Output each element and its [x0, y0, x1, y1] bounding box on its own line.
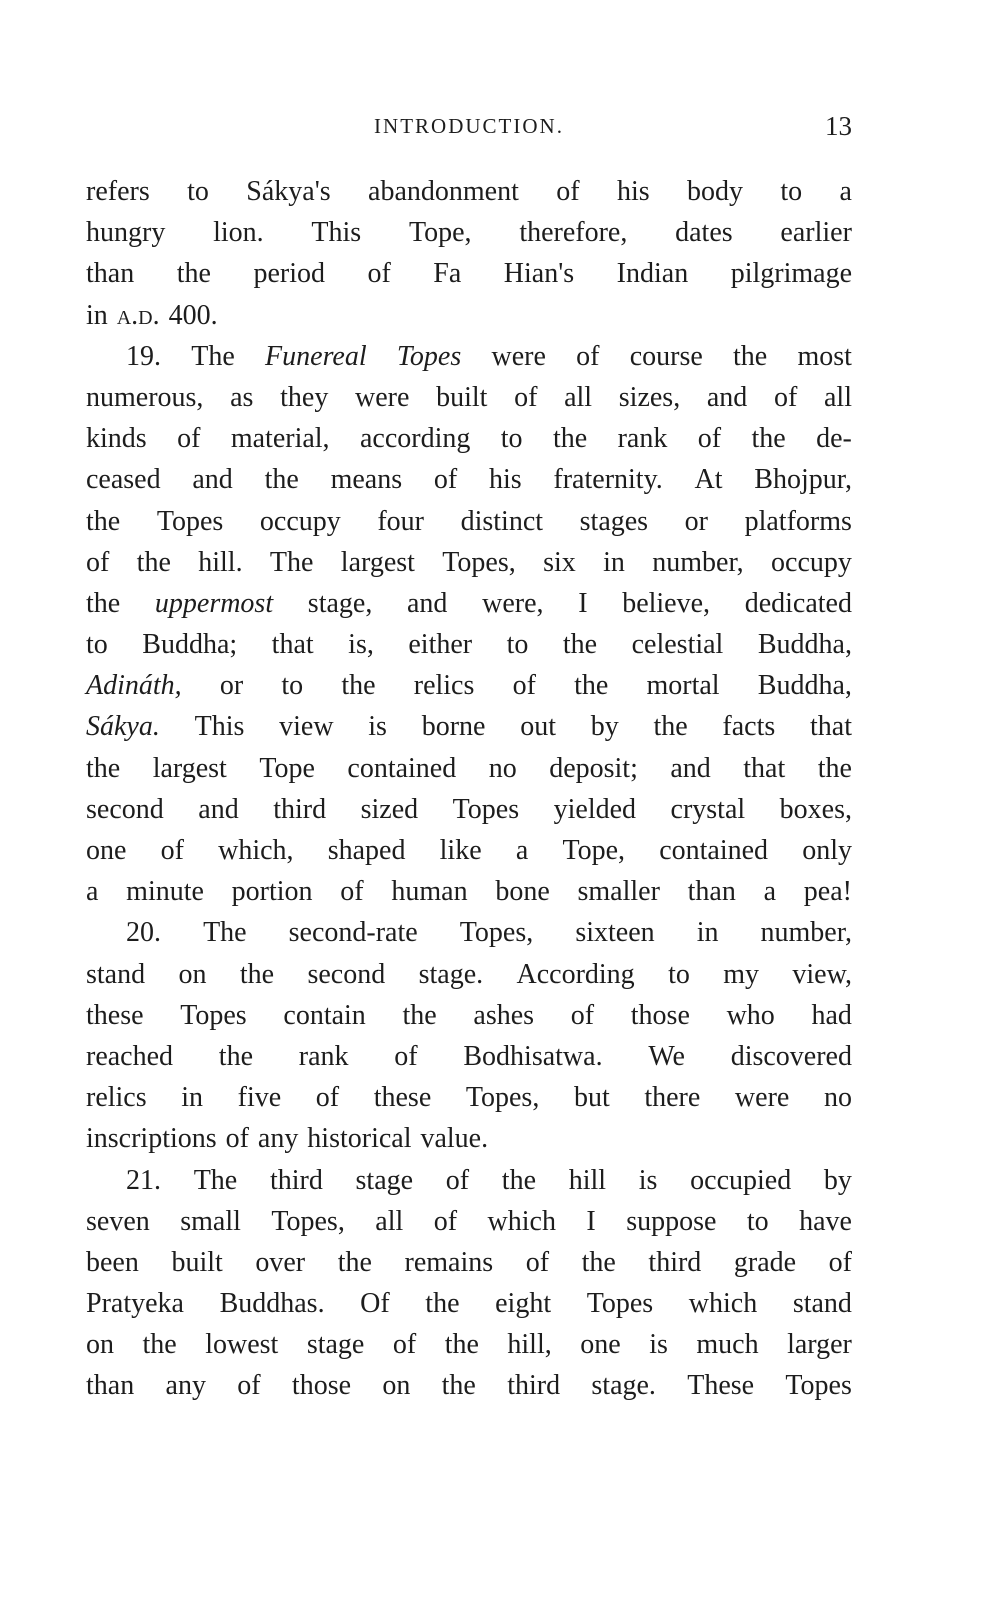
- running-head: [86, 108, 852, 144]
- word: my: [723, 958, 759, 990]
- word: the: [574, 670, 609, 702]
- word: had: [811, 999, 852, 1031]
- word: means: [330, 464, 403, 496]
- word: of: [433, 1205, 458, 1237]
- word: of: [433, 464, 458, 496]
- word: a: [839, 176, 852, 207]
- text-line: [86, 1201, 852, 1242]
- word: hill,: [507, 1329, 552, 1361]
- word: Buddha;: [142, 629, 238, 661]
- word: the: [176, 258, 211, 290]
- word: hill.: [198, 546, 243, 578]
- word: borne: [421, 711, 486, 743]
- word: These: [687, 1370, 755, 1402]
- word: This: [311, 217, 362, 249]
- text-line: [86, 1118, 852, 1159]
- word: been: [86, 1246, 139, 1278]
- text-line: [86, 871, 852, 912]
- word: material,: [230, 423, 330, 455]
- word: his: [616, 176, 650, 207]
- word: stand: [792, 1288, 852, 1320]
- word: which: [688, 1288, 758, 1320]
- word: of: [160, 835, 184, 866]
- word: no: [823, 1082, 852, 1114]
- word: inscriptions: [86, 1123, 217, 1155]
- word: were: [355, 381, 410, 413]
- word: six: [543, 546, 576, 578]
- word: of: [86, 546, 110, 578]
- word: Funereal: [265, 340, 367, 372]
- text-line: [86, 1324, 852, 1365]
- word: numerous,: [86, 381, 204, 413]
- word: value.: [420, 1123, 489, 1155]
- word: 400.: [168, 299, 218, 331]
- word: human: [391, 876, 468, 908]
- word: the: [264, 464, 299, 496]
- word: than: [86, 1370, 135, 1402]
- word: sized: [360, 793, 419, 825]
- word: the: [136, 546, 171, 578]
- word: Tope,: [562, 835, 626, 866]
- word: and: [198, 793, 239, 825]
- word: smaller: [577, 876, 660, 908]
- word: is: [638, 1164, 658, 1196]
- word: third: [648, 1246, 702, 1278]
- word: built: [436, 381, 488, 413]
- word: who: [726, 999, 775, 1031]
- word: the: [733, 340, 768, 372]
- word: the: [239, 958, 275, 990]
- word: a.d.: [116, 299, 160, 331]
- word: portion: [231, 876, 313, 908]
- word: pilgrimage: [730, 258, 852, 290]
- word: Topes: [180, 999, 247, 1031]
- word: the: [751, 423, 786, 455]
- word: We: [648, 1040, 685, 1072]
- word: of: [576, 340, 600, 372]
- word: Bodhisatwa.: [463, 1040, 603, 1072]
- word: the: [142, 1329, 177, 1361]
- word: of: [828, 1246, 852, 1278]
- word: the: [817, 752, 852, 784]
- word: to: [187, 176, 209, 207]
- word: The: [191, 340, 235, 372]
- word: to: [86, 629, 108, 661]
- word: one: [86, 835, 127, 866]
- word: is: [368, 711, 387, 743]
- word: like: [439, 835, 482, 866]
- word: to: [281, 670, 304, 702]
- word: the: [86, 505, 121, 537]
- text-line: [86, 830, 852, 871]
- word: of: [394, 1040, 418, 1072]
- word: Topes: [452, 793, 520, 825]
- text-line: [86, 706, 852, 747]
- word: have: [799, 1205, 852, 1237]
- word: Topes,: [271, 1205, 345, 1237]
- word: the: [218, 1040, 254, 1072]
- word: rank: [617, 423, 668, 455]
- word: I: [586, 1205, 596, 1237]
- word: the: [425, 1288, 460, 1320]
- word: there: [644, 1082, 701, 1114]
- word: in: [181, 1082, 204, 1114]
- word: dates: [675, 217, 733, 249]
- word: therefore,: [519, 217, 628, 249]
- text-line: [86, 171, 852, 212]
- word: second-rate: [288, 917, 418, 949]
- word: Topes,: [465, 1082, 540, 1114]
- word: deposit;: [549, 752, 638, 784]
- word: Pratyeka: [86, 1288, 184, 1320]
- word: reached: [86, 1040, 174, 1072]
- word: all: [375, 1205, 404, 1237]
- word: lion.: [213, 217, 264, 249]
- word: and: [407, 587, 448, 619]
- word: as: [230, 381, 254, 413]
- word: number,: [652, 546, 744, 578]
- word: believe,: [622, 587, 711, 619]
- word: of: [177, 423, 201, 455]
- word: Fa: [433, 258, 462, 290]
- word: sizes,: [618, 381, 681, 413]
- text-line: [86, 253, 852, 294]
- word: by: [823, 1164, 852, 1196]
- word: out: [520, 711, 556, 743]
- text-line: [86, 459, 852, 500]
- word: lowest: [205, 1329, 279, 1361]
- word: the: [653, 711, 688, 743]
- word: and: [706, 381, 748, 413]
- word: distinct: [460, 505, 544, 537]
- word: than: [687, 876, 736, 908]
- word: number,: [760, 917, 852, 949]
- word: or: [219, 670, 244, 702]
- word: seven: [86, 1205, 150, 1237]
- word: 21.: [126, 1164, 161, 1196]
- word: on: [382, 1370, 411, 1402]
- word: remains: [404, 1246, 494, 1278]
- word: to: [746, 1205, 769, 1237]
- word: built: [171, 1246, 223, 1278]
- word: of: [367, 258, 391, 290]
- word: one: [580, 1329, 621, 1361]
- word: of: [556, 176, 580, 207]
- body-text: [86, 171, 852, 1407]
- word: relics: [413, 670, 475, 702]
- word: Buddha,: [757, 629, 852, 661]
- word: these: [86, 999, 144, 1031]
- word: were: [734, 1082, 790, 1114]
- word: third: [273, 793, 327, 825]
- word: a: [515, 835, 529, 866]
- word: all: [823, 381, 852, 413]
- word: eight: [495, 1288, 552, 1320]
- text-line: [86, 418, 852, 459]
- word: Topes: [156, 505, 224, 537]
- word: abandonment: [368, 176, 519, 207]
- word: which: [487, 1205, 556, 1237]
- word: no: [488, 752, 517, 784]
- text-line: [86, 748, 852, 789]
- text-line: [86, 995, 852, 1036]
- word: either: [408, 629, 473, 661]
- word: largest: [152, 752, 227, 784]
- word: bone: [495, 876, 550, 908]
- word: occupied: [690, 1164, 792, 1196]
- word: second: [307, 958, 386, 990]
- word: Bhojpur,: [754, 464, 852, 496]
- word: those: [630, 999, 690, 1031]
- word: the: [581, 1246, 616, 1278]
- word: hungry: [86, 217, 166, 249]
- word: ceased: [86, 464, 161, 496]
- word: pea!: [803, 876, 852, 908]
- word: Indian: [616, 258, 689, 290]
- word: a: [763, 876, 777, 908]
- word: but: [573, 1082, 610, 1114]
- word: contained: [659, 835, 769, 866]
- word: stages: [579, 505, 649, 537]
- word: occupy: [771, 546, 852, 578]
- word: to: [500, 423, 523, 455]
- word: a: [86, 876, 99, 908]
- word: view,: [792, 958, 852, 990]
- word: or: [684, 505, 708, 537]
- word: that: [271, 629, 314, 661]
- word: The: [203, 917, 247, 949]
- word: any: [165, 1370, 206, 1402]
- word: over: [255, 1246, 306, 1278]
- word: and: [192, 464, 233, 496]
- text-line: [86, 542, 852, 583]
- word: to: [780, 176, 803, 207]
- word: stand: [86, 958, 146, 990]
- text-line: [86, 295, 852, 336]
- text-line: [86, 1242, 852, 1283]
- word: Topes,: [459, 917, 534, 949]
- word: Adináth,: [86, 670, 182, 702]
- word: on: [86, 1329, 114, 1361]
- word: stage.: [591, 1370, 656, 1402]
- word: Topes: [586, 1288, 654, 1320]
- word: course: [629, 340, 703, 372]
- word: all: [564, 381, 593, 413]
- word: hill: [568, 1164, 607, 1196]
- word: platforms: [744, 505, 852, 537]
- word: much: [696, 1329, 759, 1361]
- word: to: [668, 958, 690, 990]
- word: four: [377, 505, 424, 537]
- word: Sákya's: [246, 176, 331, 207]
- word: the: [562, 629, 598, 661]
- word: sixteen: [575, 917, 655, 949]
- word: larger: [787, 1329, 852, 1361]
- word: that: [743, 752, 786, 784]
- word: Topes: [396, 340, 462, 372]
- word: ashes: [473, 999, 535, 1031]
- text-line: [86, 624, 852, 665]
- word: five: [237, 1082, 282, 1114]
- word: period: [253, 258, 325, 290]
- word: 19.: [126, 340, 161, 372]
- page-number: 13: [825, 111, 852, 141]
- word: stage,: [307, 587, 373, 619]
- word: kinds: [86, 423, 147, 455]
- word: is,: [348, 629, 374, 661]
- text-line: [86, 1160, 852, 1201]
- text-line: [86, 1283, 852, 1324]
- word: stage.: [418, 958, 484, 990]
- word: were,: [482, 587, 544, 619]
- word: most: [797, 340, 852, 372]
- word: by: [590, 711, 619, 743]
- word: At: [694, 464, 723, 496]
- word: of: [773, 381, 798, 413]
- word: facts: [722, 711, 776, 743]
- running-head-title: INTRODUCTION.: [374, 114, 564, 138]
- word: is: [649, 1329, 668, 1361]
- word: de-: [816, 423, 852, 455]
- word: of: [237, 1370, 261, 1402]
- word: Tope: [259, 752, 315, 784]
- word: of: [392, 1329, 417, 1361]
- word: boxes,: [779, 793, 852, 825]
- word: Tope,: [408, 217, 472, 249]
- word: second: [86, 793, 164, 825]
- word: body: [687, 176, 743, 207]
- word: the: [341, 670, 376, 702]
- word: the: [552, 423, 588, 455]
- word: third: [269, 1164, 323, 1196]
- word: yielded: [553, 793, 637, 825]
- word: contain: [283, 999, 366, 1031]
- word: the: [441, 1370, 476, 1402]
- text-line: [86, 501, 852, 542]
- word: and: [670, 752, 711, 784]
- word: view: [279, 711, 334, 743]
- word: Hian's: [503, 258, 575, 290]
- word: The: [269, 546, 314, 578]
- word: that: [810, 711, 852, 743]
- text-line: [86, 665, 852, 706]
- word: refers: [86, 176, 150, 207]
- word: fraternity.: [553, 464, 663, 496]
- word: to: [506, 629, 529, 661]
- word: Buddhas.: [219, 1288, 325, 1320]
- word: contained: [347, 752, 457, 784]
- word: Topes: [785, 1370, 852, 1402]
- word: according: [359, 423, 471, 455]
- text-line: [86, 1077, 852, 1118]
- word: the: [402, 999, 437, 1031]
- word: his: [488, 464, 522, 496]
- text-line: [86, 377, 852, 418]
- text-line: [86, 912, 852, 953]
- word: of: [697, 423, 722, 455]
- word: The: [193, 1164, 238, 1196]
- word: they: [280, 381, 329, 413]
- text-line: [86, 212, 852, 253]
- word: of: [514, 381, 538, 413]
- word: I: [578, 587, 588, 619]
- word: shaped: [327, 835, 406, 866]
- word: third: [507, 1370, 561, 1402]
- word: According: [516, 958, 635, 990]
- word: were: [491, 340, 546, 372]
- word: only: [802, 835, 852, 866]
- word: relics: [86, 1082, 147, 1114]
- word: minute: [126, 876, 204, 908]
- word: in: [86, 299, 108, 331]
- word: the: [444, 1329, 479, 1361]
- word: which,: [218, 835, 294, 866]
- text-line: [86, 1365, 852, 1406]
- word: the: [86, 587, 121, 619]
- word: dedicated: [744, 587, 852, 619]
- word: in: [603, 546, 625, 578]
- word: of: [525, 1246, 550, 1278]
- word: celestial: [631, 629, 724, 661]
- word: rank: [298, 1040, 349, 1072]
- word: of: [512, 670, 536, 702]
- word: than: [86, 258, 135, 290]
- word: of: [445, 1164, 470, 1196]
- word: of: [570, 999, 595, 1031]
- word: those: [291, 1370, 352, 1402]
- word: stage: [355, 1164, 414, 1196]
- text-line: [86, 1036, 852, 1077]
- text-line: [86, 583, 852, 624]
- word: earlier: [780, 217, 852, 249]
- word: Sákya.: [86, 711, 160, 743]
- word: crystal: [670, 793, 746, 825]
- word: discovered: [730, 1040, 852, 1072]
- word: stage: [306, 1329, 365, 1361]
- word: uppermost: [154, 587, 274, 619]
- word: grade: [733, 1246, 797, 1278]
- word: historical: [307, 1123, 412, 1155]
- word: largest: [340, 546, 415, 578]
- word: on: [178, 958, 207, 990]
- word: 20.: [126, 917, 161, 949]
- word: in: [696, 917, 719, 949]
- word: any: [257, 1123, 299, 1155]
- text-line: [86, 336, 852, 377]
- word: Of: [360, 1288, 390, 1320]
- word: This: [194, 711, 245, 743]
- word: these: [373, 1082, 432, 1114]
- word: the: [501, 1164, 537, 1196]
- word: of: [315, 1082, 340, 1114]
- text-line: [86, 954, 852, 995]
- text-line: [86, 789, 852, 830]
- word: mortal: [646, 670, 720, 702]
- word: the: [337, 1246, 372, 1278]
- word: Topes,: [442, 546, 516, 578]
- word: small: [180, 1205, 241, 1237]
- word: the: [86, 752, 121, 784]
- word: suppose: [626, 1205, 717, 1237]
- word: Buddha,: [757, 670, 852, 702]
- word: of: [340, 876, 364, 908]
- word: occupy: [259, 505, 341, 537]
- word: of: [225, 1123, 249, 1155]
